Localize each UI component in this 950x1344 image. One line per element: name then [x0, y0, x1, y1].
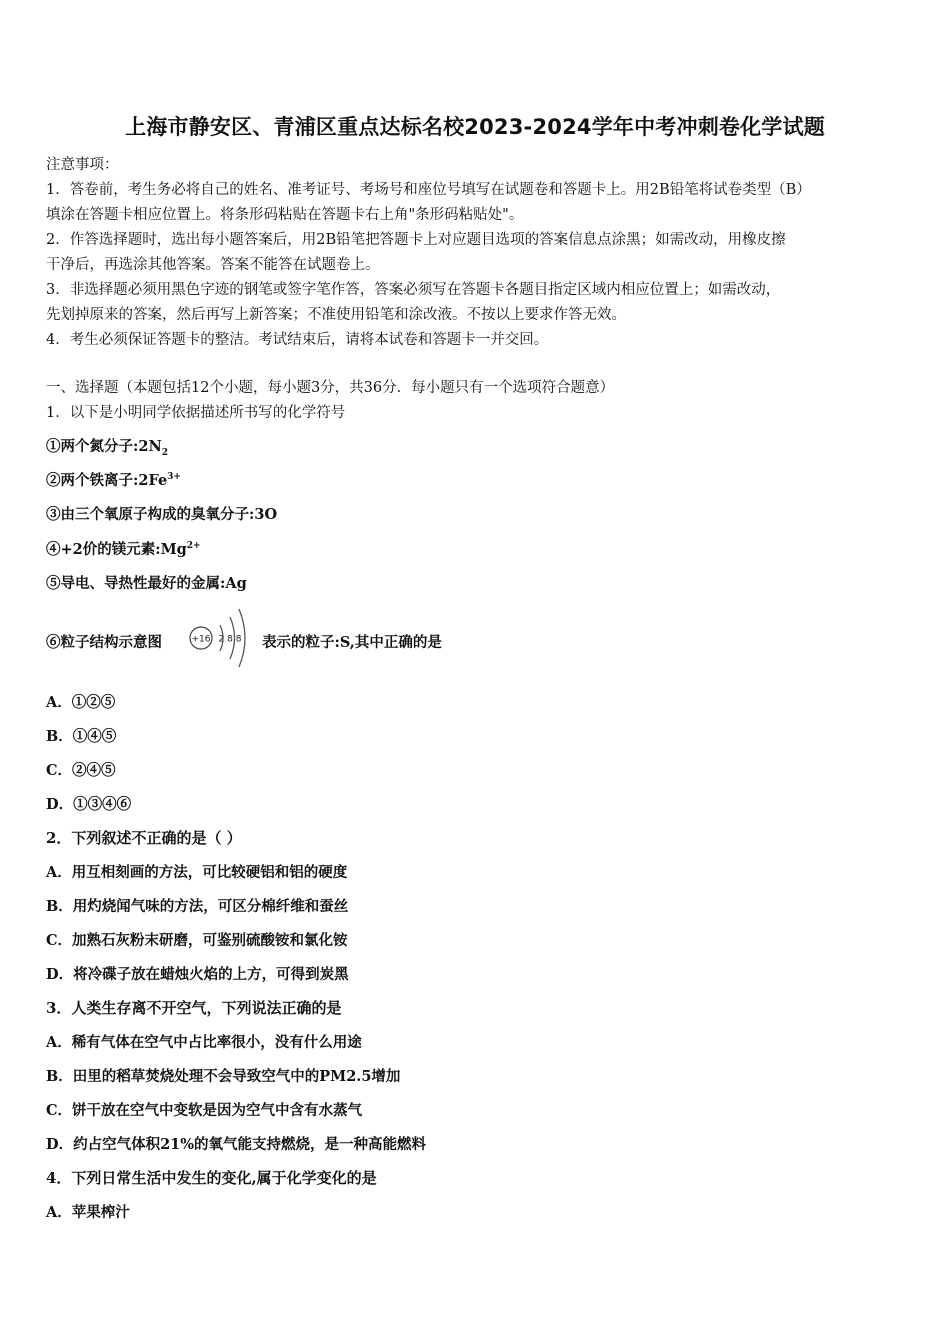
- q1-item-6-before: ⑥粒子结构示意图: [46, 634, 162, 651]
- q3-option-c: C．饼干放在空气中变软是因为空气中含有水蒸气: [46, 1102, 363, 1119]
- q2-option-d: D．将冷碟子放在蜡烛火焰的上方，可得到炭黑: [46, 966, 349, 983]
- q1-option-d: D．①③④⑥: [46, 796, 132, 813]
- q1-item-3: ③由三个氧原子构成的臭氧分子:3O: [46, 506, 278, 523]
- q1-option-a: A．①②⑤: [46, 694, 116, 711]
- q1-option-b: B．①④⑤: [46, 728, 117, 745]
- q4-option-a: A．苹果榨汁: [46, 1204, 130, 1221]
- q2-option-c: C．加熟石灰粉末研磨，可鉴别硫酸铵和氯化铵: [46, 932, 348, 949]
- notice-heading: 注意事项：: [46, 157, 119, 173]
- notice-line: 1．答卷前，考生务必将自己的姓名、准考证号、考场号和座位号填写在试题卷和答题卡上。用2B铅笔将试卷类型（B）: [46, 182, 811, 198]
- q2-option-b: B．用灼烧闻气味的方法，可区分棉纤维和蚕丝: [46, 898, 349, 915]
- q1-item-6-after: 表示的粒子:S,其中正确的是: [262, 634, 442, 651]
- q1-item-4: ④+2价的镁元素$:Mg^{2+}$: [46, 541, 201, 558]
- section-heading: 一、选择题（本题包括12个小题，每小题3分，共36分．每小题只有一个选项符合题意）: [46, 380, 615, 396]
- q3-option-a: A．稀有气体在空气中占比率很小，没有什么用途: [46, 1034, 362, 1051]
- q1-option-c: C．②④⑤: [46, 762, 116, 779]
- notice-line: 2．作答选择题时，选出每小题答案后，用2B铅笔把答题卡上对应题目选项的答案信息点涂黑；如需改动，用橡皮擦: [46, 232, 786, 248]
- question-1-stem: 1．以下是小明同学依据描述所书写的化学符号: [46, 405, 346, 421]
- nucleus-charge: +16: [191, 634, 211, 645]
- notice-line: 4．考生必须保证答题卡的整洁。考试结束后，请将本试卷和答题卡一并交回。: [46, 332, 549, 348]
- question-2-stem: 2．下列叙述不正确的是（ ）: [46, 829, 242, 847]
- q1-item-2: ②两个铁离子$:2Fe^{3+}$: [46, 472, 181, 489]
- notice-line: 3．非选择题必须用黑色字迹的钢笔或签字笔作答，答案必须写在答题卡各题目指定区域内相应位置上；如需改动，: [46, 282, 781, 298]
- question-3-stem: 3．人类生存离不开空气，下列说法正确的是: [46, 999, 342, 1017]
- notice-line: 干净后，再选涂其他答案。答案不能答在试题卷上。: [46, 257, 380, 273]
- notice-line: 填涂在答题卡相应位置上。将条形码粘贴在答题卡右上角"条形码粘贴处"。: [46, 207, 524, 223]
- electron-shells: 2 8 8: [218, 634, 242, 645]
- q1-item-1: ①两个氮分子$:2N_2$: [46, 438, 168, 458]
- q3-option-d: D．约占空气体积21%的氧气能支持燃烧，是一种高能燃料: [46, 1136, 427, 1153]
- atom-structure-diagram: [186, 605, 254, 671]
- q3-option-b: B．田里的稻草焚烧处理不会导致空气中的PM2.5增加: [46, 1068, 401, 1085]
- q2-option-a: A．用互相刻画的方法，可比较硬铝和铝的硬度: [46, 864, 348, 881]
- q1-item-5: ⑤导电、导热性最好的金属:Ag: [46, 575, 247, 592]
- notice-line: 先划掉原来的答案，然后再写上新答案；不准使用铅笔和涂改液。不按以上要求作答无效。: [46, 307, 626, 323]
- page-title: 上海市静安区、青浦区重点达标名校2023-2024学年中考冲刺卷化学试题: [125, 115, 825, 139]
- question-4-stem: 4．下列日常生活中发生的变化,属于化学变化的是: [46, 1169, 377, 1187]
